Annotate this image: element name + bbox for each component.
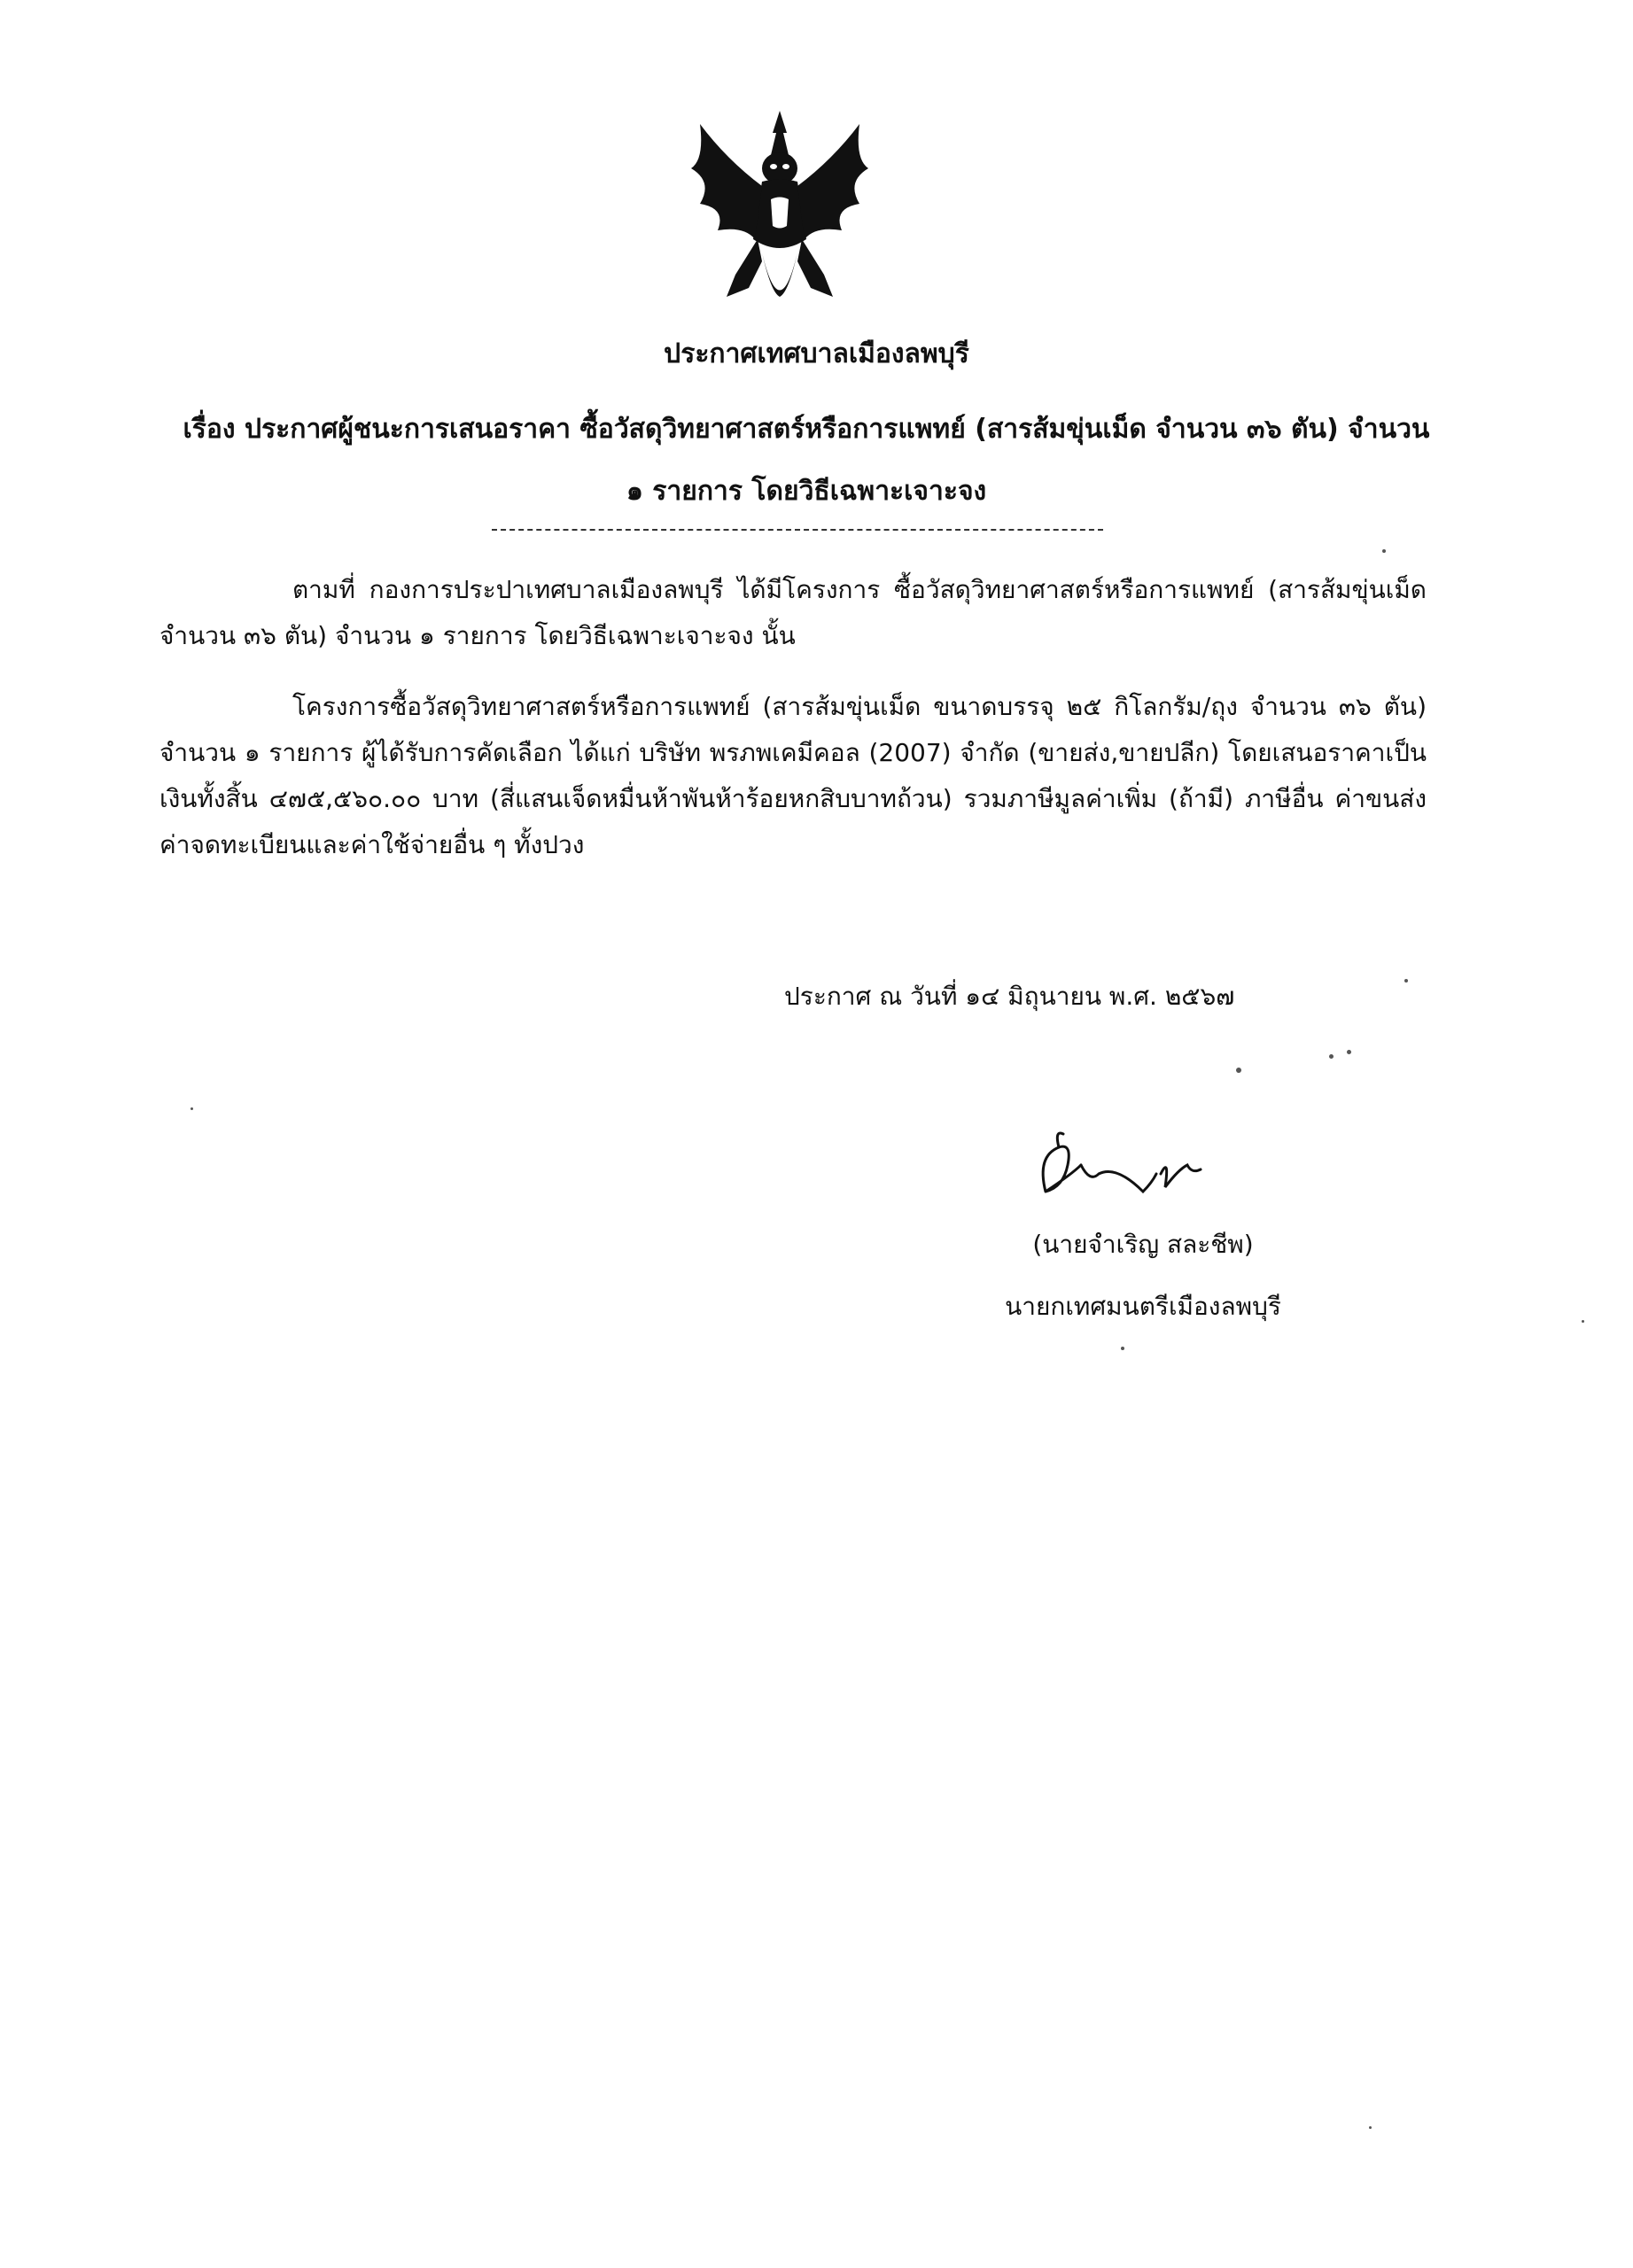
scan-speck (1582, 1320, 1584, 1323)
announcement-date: ประกาศ ณ วันที่ ๑๔ มิถุนายน พ.ศ. ๒๕๖๗ (784, 982, 1235, 1011)
subject-heading (159, 399, 1453, 523)
scan-speck (1382, 549, 1386, 553)
scan-speck (1369, 2126, 1372, 2129)
authority-heading: ประกาศเทศบาลเมืองลพบุรี (664, 338, 969, 369)
garuda-emblem-icon (673, 106, 886, 328)
scan-speck (1121, 1347, 1124, 1350)
divider-rule (492, 529, 1103, 531)
paragraph-1: ตามที่ กองการประปาเทศบาลเมืองลพบุรี ได้มีโครงการ ซื้อวัสดุวิทยาศาสตร์หรือการแพทย์ (สารส้มขุ่นเม็ด จำนวน ๓๖ ตัน) จำนวน ๑ รายการ โดยวิธีเฉพาะเจาะจง นั้น (159, 575, 1427, 650)
handwritten-signature-icon (1010, 1121, 1240, 1218)
scan-speck (1347, 1050, 1351, 1054)
scan-speck (1329, 1054, 1334, 1059)
scan-speck (191, 1107, 193, 1110)
signer-title: นายกเทศมนตรีเมืองลพบุรี (1005, 1292, 1281, 1321)
scan-speck (1236, 1068, 1241, 1073)
paragraph-2: โครงการซื้อวัสดุวิทยาศาสตร์หรือการแพทย์ (สารส้มขุ่นเม็ด ขนาดบรรจุ ๒๕ กิโลกรัม/ถุง จำนวน ๓๖ ตัน) จำนวน ๑ รายการ ผู้ได้รับการคัดเลือก ได้แก่ บริษัท พรภพเคมีคอล (2007) จำกัด (ขายส่ง,ขายปลีก) โดยเสนอราคาเป็นเงินทั้งสิ้น ๔๗๕,๕๖๐.๐๐ บาท (สี่แสนเจ็ดหมื่นห้าพันห้าร้อยหกสิบบาทถ้วน) รวมภาษีมูลค่าเพิ่ม (ถ้ามี) ภาษีอื่น ค่าขนส่ง ค่าจดทะเบียนและค่าใช้จ่ายอื่น ๆ ทั้งปวง (159, 692, 1427, 859)
scan-speck (1404, 979, 1408, 983)
subject-line-2: ๑ รายการ โดยวิธีเฉพาะเจาะจง (626, 476, 987, 507)
subject-line-1: เรื่อง ประกาศผู้ชนะการเสนอราคา ซื้อวัสดุวิทยาศาสตร์หรือการแพทย์ (สารส้มขุ่นเม็ด จำนวน ๓๖ ตัน) จำนวน (183, 414, 1430, 445)
signer-name: (นายจำเริญ สละชีพ) (1032, 1230, 1254, 1259)
